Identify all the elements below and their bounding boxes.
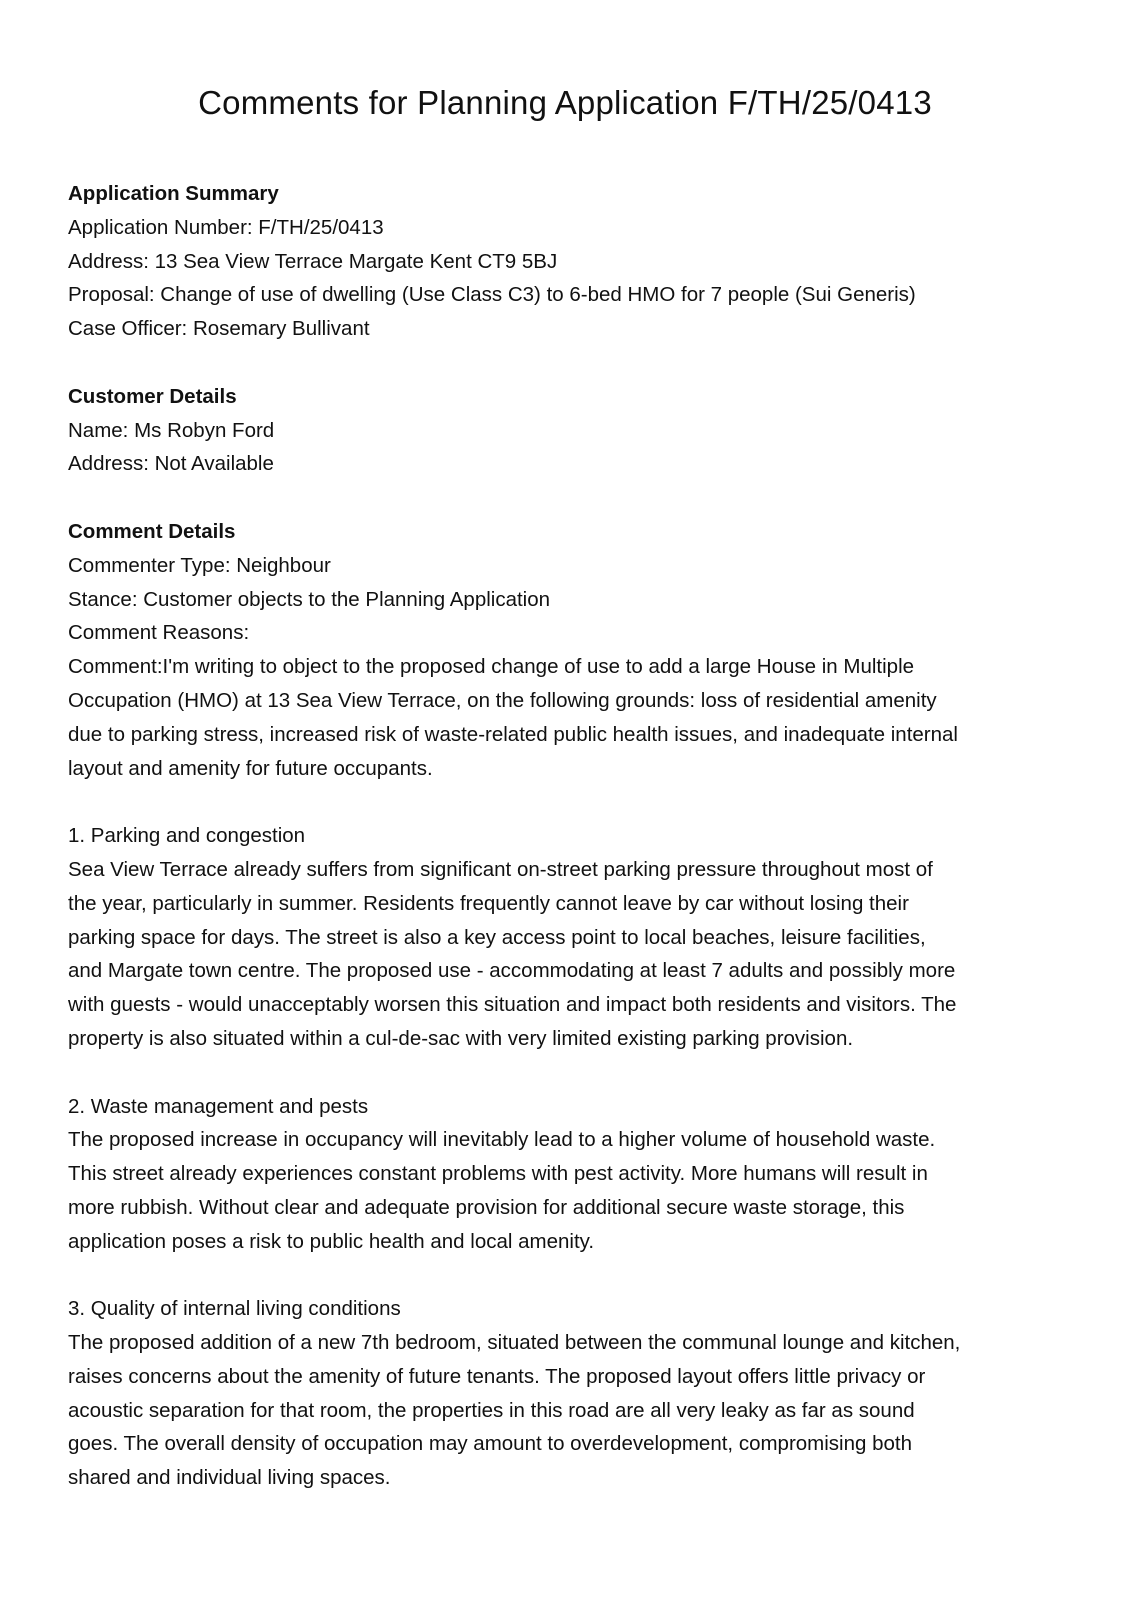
application-summary-heading: Application Summary	[68, 182, 279, 205]
comment-line: Comment:I'm writing to object to the proposed change of use to add a large House in Multiple	[68, 655, 915, 679]
point-line: goes. The overall density of occupation may amount to overdevelopment, compromising both	[68, 1432, 913, 1456]
spacer	[68, 346, 1068, 380]
comment-details-section	[68, 515, 1068, 1495]
point-line: with guests - would unacceptably worsen this situation and impact both residents and visitors. The	[68, 993, 957, 1017]
point-line: shared and individual living spaces.	[68, 1466, 391, 1490]
point-heading: 3. Quality of internal living conditions	[68, 1297, 401, 1321]
case-officer: Case Officer: Rosemary Bullivant	[68, 317, 370, 341]
point-line: property is also situated within a cul-de-sac with very limited existing parking provision.	[68, 1026, 854, 1050]
comment-details-heading: Comment Details	[68, 519, 236, 543]
spacer	[68, 1259, 1068, 1293]
comment-point-waste	[68, 1090, 1068, 1259]
spacer	[68, 481, 1068, 515]
stance: Stance: Customer objects to the Planning Application	[68, 587, 551, 611]
comment-line: due to parking stress, increased risk of waste-related public health issues, and inadequate internal	[68, 722, 958, 746]
comment-point-parking	[68, 819, 1068, 1056]
application-number: Application Number: F/TH/25/0413	[68, 215, 384, 239]
comment-line: Occupation (HMO) at 13 Sea View Terrace, on the following grounds: loss of residential amenity	[68, 688, 937, 712]
application-summary-section	[68, 177, 1068, 346]
point-line: This street already experiences constant problems with pest activity. More humans will result in	[68, 1162, 928, 1186]
application-address: Address: 13 Sea View Terrace Margate Kent CT9 5BJ	[68, 249, 558, 273]
point-line: The proposed increase in occupancy will inevitably lead to a higher volume of household waste.	[68, 1128, 936, 1152]
comment-intro	[68, 650, 1068, 785]
point-line: Sea View Terrace already suffers from significant on-street parking pressure throughout most of	[68, 857, 933, 881]
spacer	[68, 785, 1068, 819]
page-title: Comments for Planning Application F/TH/25/0413	[198, 84, 932, 121]
point-line: and Margate town centre. The proposed use - accommodating at least 7 adults and possibly more	[68, 959, 956, 983]
spacer	[68, 1056, 1068, 1090]
customer-address: Address: Not Available	[68, 452, 274, 476]
point-line: acoustic separation for that room, the properties in this road are all very leaky as far as sound	[68, 1398, 915, 1422]
point-heading: 2. Waste management and pests	[68, 1094, 369, 1118]
point-line: more rubbish. Without clear and adequate provision for additional secure waste storage, this	[68, 1195, 905, 1219]
customer-name: Name: Ms Robyn Ford	[68, 418, 275, 442]
application-proposal: Proposal: Change of use of dwelling (Use Class C3) to 6-bed HMO for 7 people (Sui Generis)	[68, 283, 916, 307]
comment-point-living-conditions	[68, 1292, 1068, 1495]
point-line: application poses a risk to public health and local amenity.	[68, 1229, 595, 1253]
point-line: parking space for days. The street is also a key access point to local beaches, leisure facilities,	[68, 925, 926, 949]
customer-details-heading: Customer Details	[68, 384, 237, 408]
point-line: The proposed addition of a new 7th bedroom, situated between the communal lounge and kitchen,	[68, 1331, 961, 1355]
customer-details-section	[68, 380, 1068, 481]
document-body	[68, 177, 1068, 1495]
comment-reasons: Comment Reasons:	[68, 621, 250, 645]
point-line: the year, particularly in summer. Residents frequently cannot leave by car without losing their	[68, 891, 909, 915]
comment-line: layout and amenity for future occupants.	[68, 756, 433, 780]
commenter-type: Commenter Type: Neighbour	[68, 553, 331, 577]
point-line: raises concerns about the amenity of future tenants. The proposed layout offers little privacy or	[68, 1364, 926, 1388]
point-heading: 1. Parking and congestion	[68, 824, 306, 848]
